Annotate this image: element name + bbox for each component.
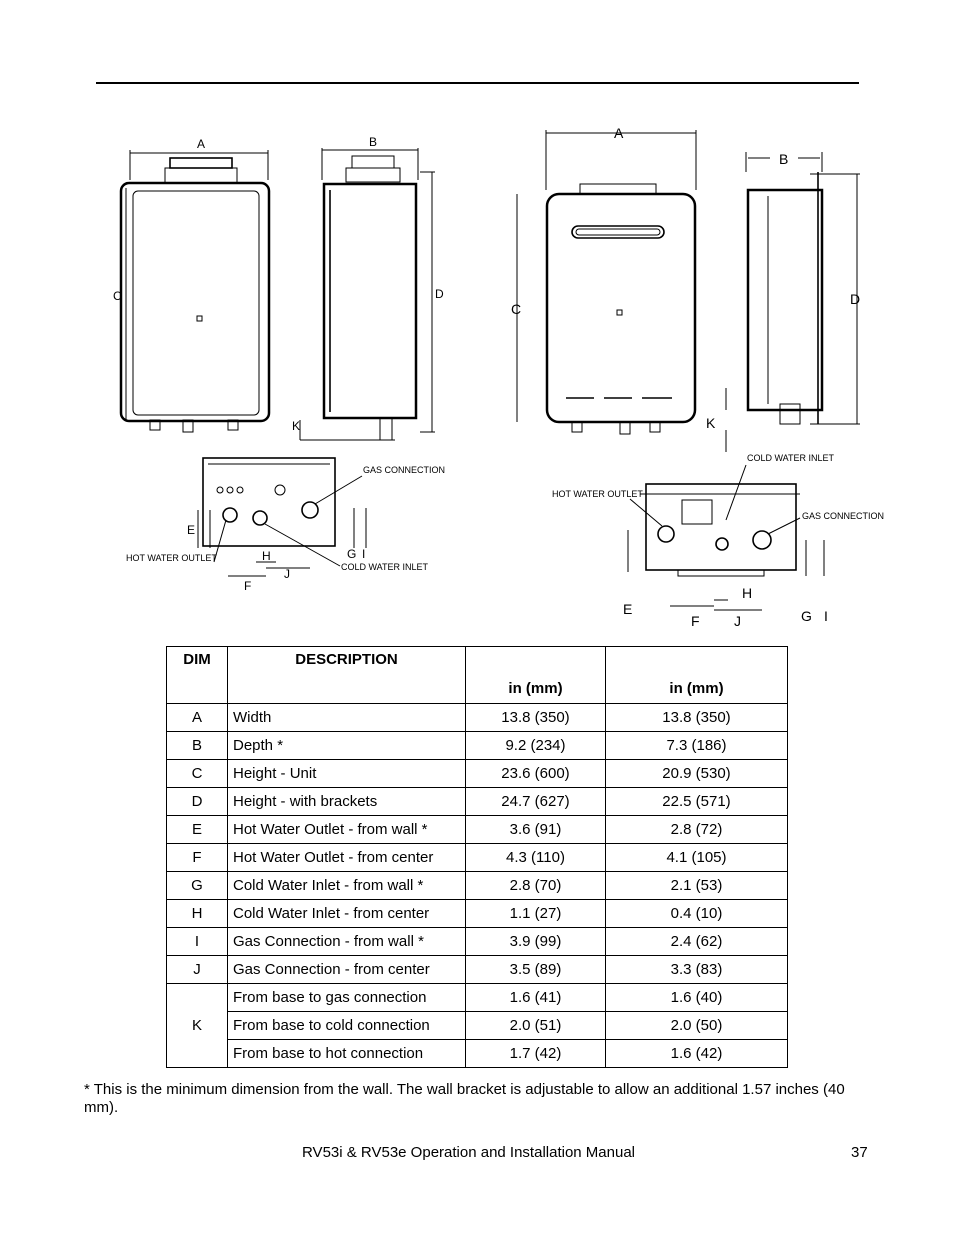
cell-desc: Hot Water Outlet - from center [228,844,466,872]
right-callout-hot: HOT WATER OUTLET [552,489,643,499]
table-row [167,956,788,984]
cell-value-1: 3.6 (91) [466,816,606,844]
right-callout-cold: COLD WATER INLET [747,453,835,463]
cell-dim: F [167,844,228,872]
cell-value-2: 7.3 (186) [606,732,788,760]
cell-value-1: 13.8 (350) [466,704,606,732]
cell-value-2: 1.6 (40) [606,984,788,1012]
left-front-view [113,137,269,432]
left-label-j: J [284,567,290,581]
cell-value-1: 9.2 (234) [466,732,606,760]
left-callout-gas: GAS CONNECTION [363,465,446,475]
header-unit-2: in (mm) [606,647,788,704]
left-label-d: D [435,287,444,301]
left-label-i: I [362,547,366,561]
header-unit-1: in (mm) [466,647,606,704]
cell-value-2: 4.1 (105) [606,844,788,872]
left-label-a: A [197,137,206,151]
left-callout-hot: HOT WATER OUTLET [126,553,217,563]
cell-value-2: 3.3 (83) [606,956,788,984]
table-row [167,788,788,816]
table-row [167,760,788,788]
cell-value-2: 2.0 (50) [606,1012,788,1040]
cell-value-2: 13.8 (350) [606,704,788,732]
cell-desc: Cold Water Inlet - from center [228,900,466,928]
table-row [167,1012,788,1040]
cell-dim: G [167,872,228,900]
cell-desc: Cold Water Inlet - from wall * [228,872,466,900]
table-row [167,928,788,956]
left-label-h: H [262,549,271,563]
cell-dim: C [167,760,228,788]
right-label-g: G [801,608,812,624]
table-row [167,900,788,928]
right-label-c: C [511,301,522,317]
page-number: 37 [851,1144,868,1161]
right-label-j: J [734,613,741,629]
footnote: * This is the minimum dimension from the wall. The wall bracket is adjustable to allow an additional 1.57 inches (40 mm). [84,1081,845,1116]
right-label-a: A [614,125,624,141]
left-label-k: K [292,419,301,433]
left-bottom-view [126,458,445,593]
cell-value-2: 1.6 (42) [606,1040,788,1068]
cell-value-2: 22.5 (571) [606,788,788,816]
left-label-c: C [113,289,122,303]
left-label-f: F [244,579,252,593]
cell-value-1: 1.7 (42) [466,1040,606,1068]
cell-value-1: 3.5 (89) [466,956,606,984]
right-callout-gas: GAS CONNECTION [802,511,885,521]
left-side-view [292,135,444,440]
table-row [167,1040,788,1068]
cell-value-2: 0.4 (10) [606,900,788,928]
cell-desc: Gas Connection - from wall * [228,928,466,956]
right-front-view [511,125,696,434]
dimensions-table [166,646,788,1068]
cell-desc: Height - Unit [228,760,466,788]
cell-dim: I [167,928,228,956]
right-label-b: B [779,151,789,167]
cell-value-1: 2.8 (70) [466,872,606,900]
cell-value-2: 2.4 (62) [606,928,788,956]
right-side-view [706,151,860,452]
table-row [167,872,788,900]
cell-value-1: 1.6 (41) [466,984,606,1012]
table-row [167,704,788,732]
cell-dim: D [167,788,228,816]
cell-dim: A [167,704,228,732]
left-label-e: E [187,523,196,537]
right-label-f: F [691,613,700,629]
cell-dim: B [167,732,228,760]
cell-desc: From base to gas connection [228,984,466,1012]
table-row [167,984,788,1012]
table-row [167,732,788,760]
header-dim: DIM [167,647,228,704]
cell-value-2: 2.8 (72) [606,816,788,844]
left-label-b: B [369,135,378,149]
cell-desc: Hot Water Outlet - from wall * [228,816,466,844]
table-row [167,816,788,844]
cell-desc: From base to cold connection [228,1012,466,1040]
cell-value-1: 1.1 (27) [466,900,606,928]
cell-desc: Width [228,704,466,732]
cell-dim: E [167,816,228,844]
cell-value-1: 4.3 (110) [466,844,606,872]
footer-title: RV53i & RV53e Operation and Installation Manual [302,1144,635,1161]
cell-value-2: 20.9 (530) [606,760,788,788]
left-label-g: G [347,547,357,561]
right-label-i: I [824,608,828,624]
right-label-k: K [706,415,716,431]
cell-dim: J [167,956,228,984]
cell-value-2: 2.1 (53) [606,872,788,900]
table-row [167,844,788,872]
header-description: DESCRIPTION [228,647,466,704]
cell-desc: Depth * [228,732,466,760]
cell-dim-k: K [167,984,228,1068]
cell-dim: H [167,900,228,928]
cell-value-1: 24.7 (627) [466,788,606,816]
cell-value-1: 23.6 (600) [466,760,606,788]
right-label-d: D [850,291,861,307]
right-label-e: E [623,601,633,617]
left-callout-cold: COLD WATER INLET [341,562,429,572]
right-label-h: H [742,585,753,601]
cell-desc: Gas Connection - from center [228,956,466,984]
cell-value-1: 3.9 (99) [466,928,606,956]
cell-desc: Height - with brackets [228,788,466,816]
cell-value-1: 2.0 (51) [466,1012,606,1040]
right-bottom-view [552,453,884,629]
table-header-row [167,647,788,704]
cell-desc: From base to hot connection [228,1040,466,1068]
